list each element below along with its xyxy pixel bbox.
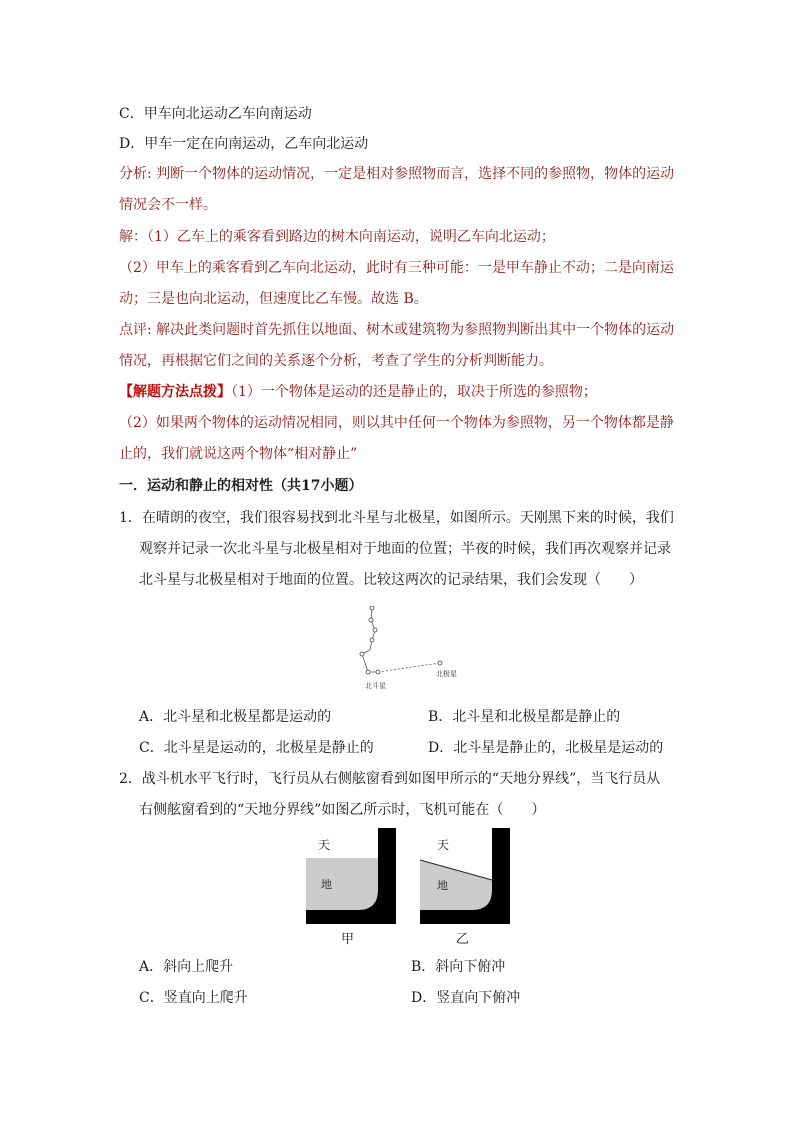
big-dipper-figure xyxy=(348,606,468,692)
section-title: 一．运动和静止的相对性（共17小题） xyxy=(119,478,363,494)
q2-option-c: C．竖直向上爬升 xyxy=(139,990,248,1006)
sky-label-a: 天 xyxy=(318,838,331,852)
ground-area-b xyxy=(420,860,492,910)
star-7 xyxy=(376,670,380,674)
star-4 xyxy=(370,638,374,642)
comment-line-1: 点评: 解决此类问题时首先抓住以地面、树木或建筑物为参照物判断出其中一个物体的运动 xyxy=(119,322,675,338)
ground-area-a xyxy=(306,858,378,910)
q1-line-2: 观察并记录一次北斗星与北极星相对于地面的位置；半夜的时候，我们再次观察并记录 xyxy=(139,541,671,557)
horizon-diagram-b xyxy=(420,828,510,924)
tips-heading: 【解题方法点拨】 xyxy=(119,384,231,400)
star-1 xyxy=(370,606,374,610)
label-big-dipper: 北斗星 xyxy=(365,682,386,690)
caption-b: 乙 xyxy=(456,932,470,947)
q1-option-d: D．北斗星是静止的，北极星是运动的 xyxy=(428,740,664,756)
q1-line-1: 1．在晴朗的夜空，我们很容易找到北斗星与北极星，如图所示。天刚黑下来的时候，我们 xyxy=(119,510,674,526)
q1-option-a: A．北斗星和北极星都是运动的 xyxy=(139,709,332,725)
pointer-line xyxy=(378,663,440,672)
ground-label-b: 地 xyxy=(437,879,448,892)
ground-label-a: 地 xyxy=(321,878,332,891)
horizon-figure-a xyxy=(306,828,396,924)
solution-line-1: 解：（1）乙车上的乘客看到路边的树木向南运动，说明乙车向北运动； xyxy=(119,229,555,245)
tips-line-3: 止的，我们就说这两个物体“相对静止” xyxy=(119,446,358,462)
star-6 xyxy=(366,670,370,674)
solution-line-3: 动；三是也向北运动，但速度比乙车慢。故选 B。 xyxy=(119,291,428,307)
solution-line-2: （2）甲车上的乘客看到乙车向北运动，此时有三种可能：一是甲车静止不动；二是向南运 xyxy=(119,260,674,276)
tips-text-1: （1）一个物体是运动的还是静止的，取决于所选的参照物； xyxy=(231,384,597,400)
prev-option-c: C．甲车向北运动乙车向南运动 xyxy=(119,106,312,122)
horizon-figure-b xyxy=(420,828,510,924)
q2-option-d: D．竖直向下俯冲 xyxy=(411,990,521,1006)
q1-line-3: 北斗星与北极星相对于地面的位置。比较这两次的记录结果，我们会发现（ ） xyxy=(139,572,643,588)
tips-line-1 xyxy=(119,382,597,402)
big-dipper-diagram xyxy=(348,606,468,692)
polaris-star xyxy=(438,661,442,665)
q2-line-1: 2．战斗机水平飞行时，飞行员从右侧舷窗看到如图甲所示的“天地分界线”，当飞行员从 xyxy=(119,771,661,787)
comment-line-2: 情况，再根据它们之间的关系逐个分析，考查了学生的分析判断能力。 xyxy=(119,353,553,369)
sky-label-b: 天 xyxy=(437,838,450,852)
label-polaris: 北极星 xyxy=(436,670,457,678)
prev-option-d: D．甲车一定在向南运动，乙车向北运动 xyxy=(119,136,369,152)
tips-line-2: （2）如果两个物体的运动情况相同，则以其中任何一个物体为参照物，另一个物体都是静 xyxy=(119,415,674,431)
q1-option-c: C．北斗星是运动的，北极星是静止的 xyxy=(139,740,374,756)
q2-option-b: B．斜向下俯冲 xyxy=(411,959,506,975)
star-3 xyxy=(373,628,377,632)
star-2 xyxy=(369,618,373,622)
analysis-line-2: 情况会不一样。 xyxy=(119,197,217,213)
q1-option-b: B．北斗星和北极星都是静止的 xyxy=(428,709,621,725)
q2-line-2: 右侧舷窗看到的“天地分界线”如图乙所示时，飞机可能在（ ） xyxy=(139,802,546,818)
q2-option-a: A．斜向上爬升 xyxy=(139,959,234,975)
star-5 xyxy=(360,652,364,656)
analysis-line-1: 分析: 判断一个物体的运动情况，一定是相对参照物而言，选择不同的参照物，物体的运动 xyxy=(119,166,675,182)
caption-a: 甲 xyxy=(341,932,355,947)
